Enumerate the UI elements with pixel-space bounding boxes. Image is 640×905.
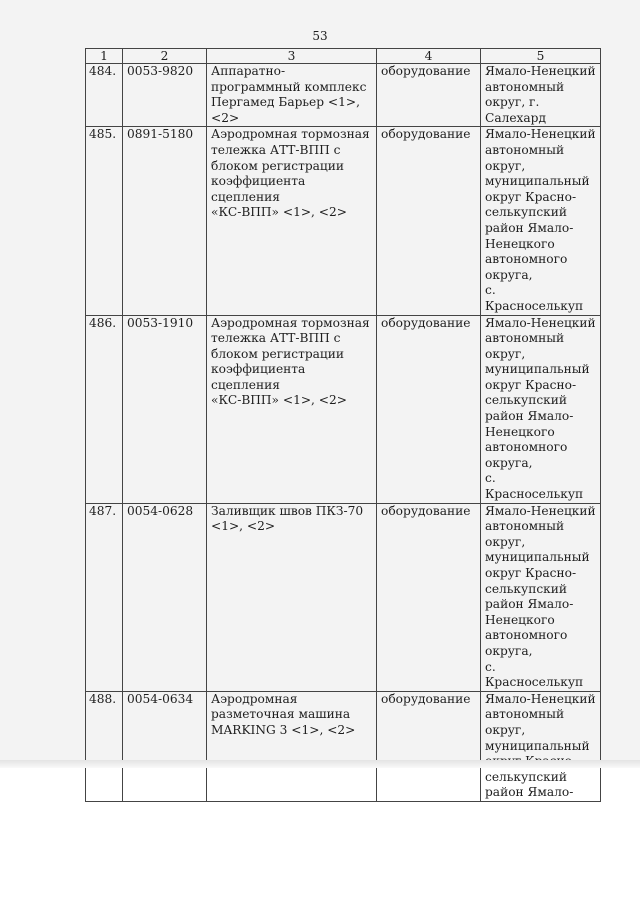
equipment-location: Ямало-Ненецкий автономный округ, муниципальный округ Красно- селькупский район Ямало- Ненецкого автономного округа, с. Красноселькуп [481, 503, 601, 691]
inventory-code: 0054-0628 [123, 503, 207, 691]
equipment-location: Ямало-Ненецкий автономный округ, муниципальный селькупский район Ямало- [481, 691, 601, 801]
inventory-code: 0891-5180 [123, 127, 207, 315]
equipment-category: оборудование [377, 503, 481, 691]
equipment-name: Заливщик швов ПКЗ-70 <1>, <2> [207, 503, 377, 691]
inventory-code: 0054-0634 [123, 691, 207, 801]
table-row [86, 315, 601, 503]
column-header: 4 [377, 49, 481, 64]
table-row [86, 691, 601, 801]
table-header-row [86, 49, 601, 64]
equipment-name: Аэродромная тормозная тележка АТТ-ВПП с блоком регистрации коэффициента сцепления «КС-ВПП» <1>, <2> [207, 127, 377, 315]
row-number: 485. [86, 127, 123, 315]
row-number: 487. [86, 503, 123, 691]
row-number: 484. [86, 64, 123, 127]
registry-table [85, 48, 601, 802]
equipment-name: Аппаратно- программный комплекс Пергамед Барьер <1>, <2> [207, 64, 377, 127]
table-row [86, 503, 601, 691]
column-header: 2 [123, 49, 207, 64]
equipment-name: Аэродромная разметочная машина MARKING 3 <1>, <2> [207, 691, 377, 801]
column-header: 1 [86, 49, 123, 64]
row-number: 486. [86, 315, 123, 503]
column-header: 3 [207, 49, 377, 64]
equipment-location: Ямало-Ненецкий автономный округ, муниципальный округ Красно- селькупский район Ямало- Ненецкого автономного округа, с. Красноселькуп [481, 127, 601, 315]
equipment-location: Ямало-Ненецкий автономный округ, муниципальный округ Красно- селькупский район Ямало- Ненецкого автономного округа, с. Красноселькуп [481, 315, 601, 503]
column-header: 5 [481, 49, 601, 64]
equipment-name: Аэродромная тормозная тележка АТТ-ВПП с блоком регистрации коэффициента сцепления «КС-ВПП» <1>, <2> [207, 315, 377, 503]
equipment-category: оборудование [377, 64, 481, 127]
table-row [86, 64, 601, 127]
equipment-category: оборудование [377, 315, 481, 503]
equipment-category: оборудование [377, 691, 481, 801]
inventory-code: 0053-1910 [123, 315, 207, 503]
equipment-category: оборудование [377, 127, 481, 315]
equipment-location: Ямало-Ненецкий автономный округ, г. Салехард [481, 64, 601, 127]
page-number: 53 [312, 29, 328, 43]
inventory-code: 0053-9820 [123, 64, 207, 127]
scan-bottom-edge [0, 760, 640, 768]
row-number: 488. [86, 691, 123, 801]
table-row [86, 127, 601, 315]
